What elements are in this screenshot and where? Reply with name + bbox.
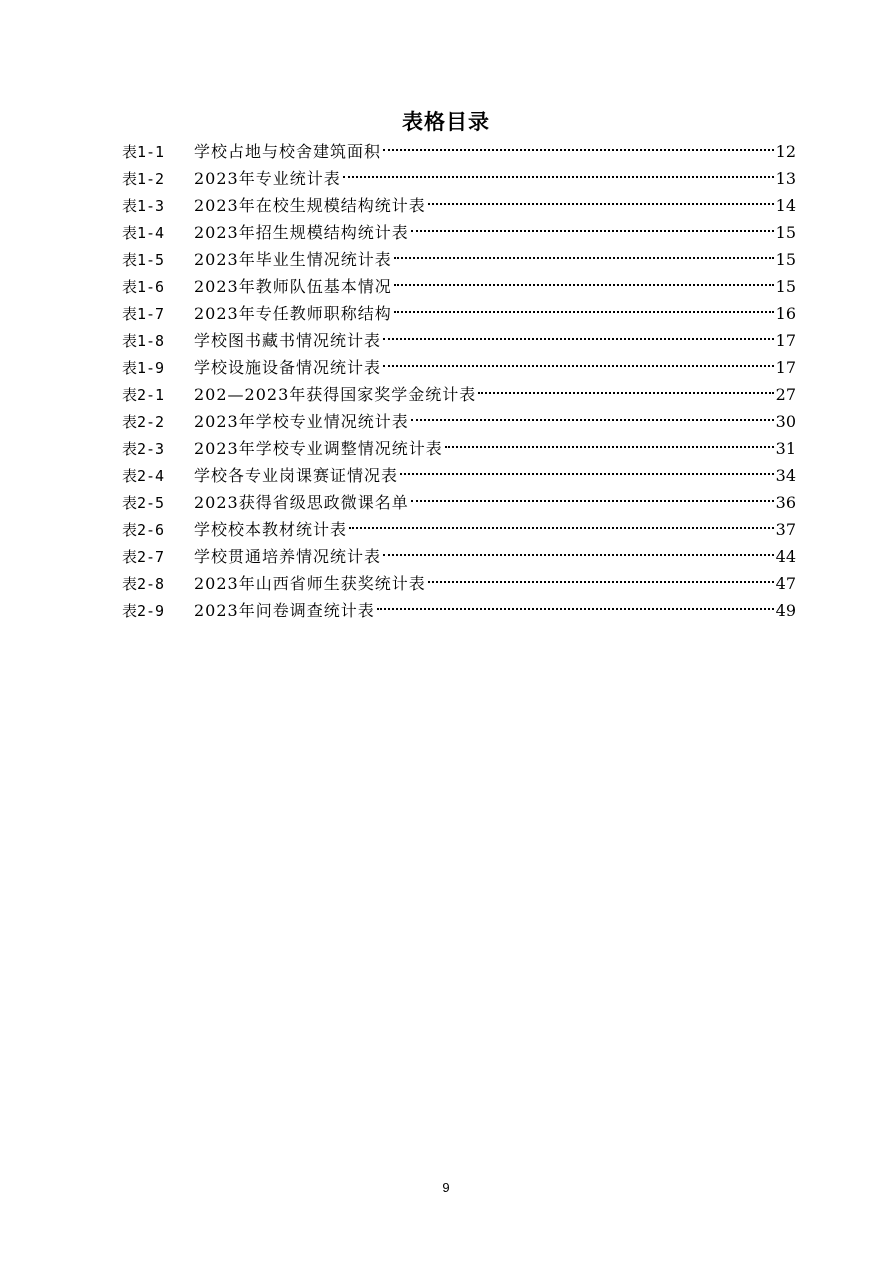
toc-dot-leader	[383, 365, 774, 367]
toc-entry[interactable]	[122, 570, 796, 597]
toc-entry[interactable]	[122, 381, 796, 408]
toc-entry[interactable]	[122, 435, 796, 462]
toc-entry-number: 表1-9	[122, 359, 165, 377]
toc-entry-page: 36	[775, 493, 796, 512]
toc-entry-title: 学校图书藏书情况统计表	[194, 331, 382, 350]
toc-dot-leader	[349, 527, 774, 529]
toc-dot-leader	[394, 257, 774, 259]
toc-entry-number: 表2-6	[122, 521, 165, 539]
toc-entry-number: 表2-1	[122, 386, 165, 404]
toc-dot-leader	[394, 284, 774, 286]
toc-entry-page: 15	[775, 223, 796, 242]
toc-entry[interactable]	[122, 219, 796, 246]
toc-entry[interactable]	[122, 597, 796, 624]
toc-entry[interactable]	[122, 138, 796, 165]
toc-entry-page: 37	[775, 520, 796, 539]
toc-entry-title: 2023年山西省师生获奖统计表	[194, 574, 426, 593]
toc-dot-leader	[394, 311, 774, 313]
toc-entry[interactable]	[122, 543, 796, 570]
toc-dot-leader	[428, 581, 774, 583]
toc-entry-title: 202—2023年获得国家奖学金统计表	[194, 385, 477, 404]
toc-entry-title: 2023年学校专业情况统计表	[194, 412, 409, 431]
toc-entry-number: 表1-5	[122, 251, 165, 269]
toc-entry[interactable]	[122, 192, 796, 219]
toc-dot-leader	[377, 608, 774, 610]
toc-entry-page: 49	[775, 601, 796, 620]
toc-entry-title: 学校贯通培养情况统计表	[194, 547, 382, 566]
toc-entry[interactable]	[122, 489, 796, 516]
toc-entry-title: 2023年在校生规模结构统计表	[194, 196, 426, 215]
toc-entry-page: 17	[775, 331, 796, 350]
toc-dot-leader	[400, 473, 774, 475]
toc-entry[interactable]	[122, 246, 796, 273]
toc-entry-title: 学校设施设备情况统计表	[194, 358, 382, 377]
toc-entry-title: 2023年专任教师职称结构	[194, 304, 392, 323]
toc-entry[interactable]	[122, 300, 796, 327]
toc-entry-title: 学校校本教材统计表	[194, 520, 348, 539]
toc-entry-page: 30	[775, 412, 796, 431]
toc-entry-title: 2023年招生规模结构统计表	[194, 223, 409, 242]
toc-dot-leader	[383, 554, 774, 556]
toc-entry-number: 表1-4	[122, 224, 165, 242]
toc-dot-leader	[383, 149, 774, 151]
toc-dot-leader	[478, 392, 773, 394]
toc-dot-leader	[411, 419, 774, 421]
toc-entry[interactable]	[122, 165, 796, 192]
toc-dot-leader	[411, 230, 774, 232]
toc-entry-page: 44	[775, 547, 796, 566]
toc-entry-number: 表1-6	[122, 278, 165, 296]
toc-entry-number: 表2-3	[122, 440, 165, 458]
toc-entry-page: 27	[775, 385, 796, 404]
toc-entry-page: 17	[775, 358, 796, 377]
toc-entry-page: 47	[775, 574, 796, 593]
toc-entry-title: 2023年专业统计表	[194, 169, 341, 188]
page-number: 9	[442, 1180, 450, 1195]
toc-entry-number: 表2-7	[122, 548, 165, 566]
toc-entry[interactable]	[122, 516, 796, 543]
toc-entry-title: 学校各专业岗课赛证情况表	[194, 466, 399, 485]
toc-entry[interactable]	[122, 354, 796, 381]
toc-entry-page: 16	[775, 304, 796, 323]
toc-entry-title: 2023年教师队伍基本情况	[194, 277, 392, 296]
toc-entry-title: 2023年毕业生情况统计表	[194, 250, 392, 269]
toc-entry[interactable]	[122, 462, 796, 489]
toc-entry-title: 学校占地与校舍建筑面积	[194, 142, 382, 161]
toc-entry-number: 表1-8	[122, 332, 165, 350]
toc-entry-number: 表1-2	[122, 170, 165, 188]
toc-entry-number: 表2-5	[122, 494, 165, 512]
table-of-contents	[122, 138, 796, 624]
toc-entry-page: 31	[775, 439, 796, 458]
toc-dot-leader	[383, 338, 774, 340]
toc-entry-title: 2023年学校专业调整情况统计表	[194, 439, 443, 458]
toc-dot-leader	[428, 203, 774, 205]
page-title: 表格目录	[402, 110, 490, 134]
toc-entry-page: 14	[775, 196, 796, 215]
toc-entry-number: 表2-4	[122, 467, 165, 485]
toc-entry[interactable]	[122, 327, 796, 354]
toc-entry[interactable]	[122, 408, 796, 435]
toc-entry-number: 表1-7	[122, 305, 165, 323]
toc-entry-number: 表2-8	[122, 575, 165, 593]
toc-entry-title: 2023获得省级思政微课名单	[194, 493, 409, 512]
toc-entry-title: 2023年问卷调查统计表	[194, 601, 375, 620]
toc-entry-page: 15	[775, 250, 796, 269]
toc-entry-page: 12	[775, 142, 796, 161]
toc-dot-leader	[411, 500, 774, 502]
toc-entry-number: 表1-3	[122, 197, 165, 215]
toc-entry-number: 表2-2	[122, 413, 165, 431]
toc-entry-page: 13	[775, 169, 796, 188]
toc-entry-number: 表2-9	[122, 602, 165, 620]
toc-entry[interactable]	[122, 273, 796, 300]
toc-dot-leader	[343, 176, 774, 178]
toc-dot-leader	[445, 446, 774, 448]
toc-entry-page: 34	[775, 466, 796, 485]
toc-entry-number: 表1-1	[122, 143, 165, 161]
toc-entry-page: 15	[775, 277, 796, 296]
